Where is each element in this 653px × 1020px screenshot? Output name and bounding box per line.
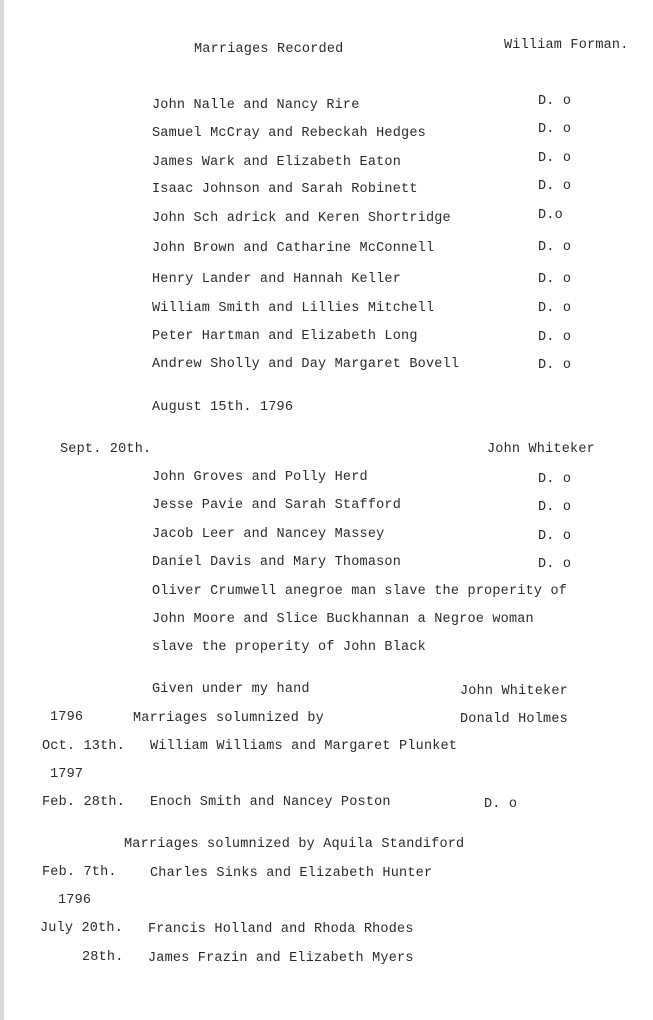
entry-names: John Nalle and Nancy Rire — [152, 98, 360, 113]
entry-date: Feb. 28th. — [42, 795, 126, 810]
note-line: Oliver Crumwell anegroe man slave the properity of — [152, 584, 568, 599]
given-under-hand: Given under my hand — [152, 682, 310, 697]
entry-names: William Smith and Lillies Mitchell — [152, 301, 435, 316]
header-officiant: William Forman. — [504, 38, 629, 53]
ditto-mark: D. o — [538, 330, 572, 345]
entry-names: James Frazin and Elizabeth Myers — [148, 951, 414, 966]
ditto-mark: D. o — [538, 94, 572, 109]
section-officiant: John Whiteker — [487, 442, 595, 457]
ditto-mark: D. o — [538, 301, 572, 316]
ditto-mark: D. o — [538, 557, 572, 572]
note-line: John Moore and Slice Buckhannan a Negroe woman — [152, 612, 534, 627]
ditto-mark: D. o — [538, 122, 572, 137]
section-heading: Marriages solumnized by Aquila Standiford — [124, 837, 465, 852]
ditto-mark: D. o — [538, 500, 572, 515]
ditto-mark: D. o — [538, 151, 572, 166]
ditto-mark: D. o — [538, 179, 572, 194]
entry-names: Jacob Leer and Nancey Massey — [152, 527, 385, 542]
entry-names: Andrew Sholly and Day Margaret Bovell — [152, 357, 460, 372]
section-date: Sept. 20th. — [60, 442, 152, 457]
ditto-mark: D. o — [538, 240, 572, 255]
year-label: 1796 — [58, 893, 92, 908]
entry-names: John Groves and Polly Herd — [152, 470, 368, 485]
section-heading: Marriages solumnized by — [133, 711, 324, 726]
ditto-mark: D. o — [538, 272, 572, 287]
forman-date: August 15th. 1796 — [152, 400, 294, 415]
section-officiant: Donald Holmes — [460, 712, 568, 727]
ditto-mark: D. o — [538, 529, 572, 544]
page-title: Marriages Recorded — [194, 42, 344, 57]
page-edge-shadow — [0, 0, 4, 1020]
entry-names: John Sch adrick and Keren Shortridge — [152, 211, 451, 226]
ditto-mark: D. o — [484, 797, 518, 812]
entry-names: William Williams and Margaret Plunket — [150, 739, 458, 754]
note-line: slave the properity of John Black — [152, 640, 426, 655]
ditto-mark: D. o — [538, 472, 572, 487]
entry-names: Henry Lander and Hannah Keller — [152, 272, 402, 287]
entry-names: Peter Hartman and Elizabeth Long — [152, 329, 418, 344]
entry-date: 28th. — [82, 950, 124, 965]
year-label: 1797 — [50, 767, 84, 782]
entry-names: Charles Sinks and Elizabeth Hunter — [150, 866, 433, 881]
entry-names: Enoch Smith and Nancey Poston — [150, 795, 391, 810]
entry-names: Isaac Johnson and Sarah Robinett — [152, 182, 418, 197]
entry-date: July 20th. — [40, 921, 124, 936]
entry-date: Feb. 7th. — [42, 865, 117, 880]
entry-names: Samuel McCray and Rebeckah Hedges — [152, 126, 426, 141]
entry-date: Oct. 13th. — [42, 739, 126, 754]
entry-names: John Brown and Catharine McConnell — [152, 241, 435, 256]
entry-names: James Wark and Elizabeth Eaton — [152, 155, 402, 170]
entry-names: Daniel Davis and Mary Thomason — [152, 555, 402, 570]
signature: John Whiteker — [460, 684, 568, 699]
ditto-mark: D. o — [538, 358, 572, 373]
ditto-mark: D.o — [538, 208, 563, 223]
year-label: 1796 — [50, 710, 84, 725]
entry-names: Jesse Pavie and Sarah Stafford — [152, 498, 402, 513]
entry-names: Francis Holland and Rhoda Rhodes — [148, 922, 414, 937]
